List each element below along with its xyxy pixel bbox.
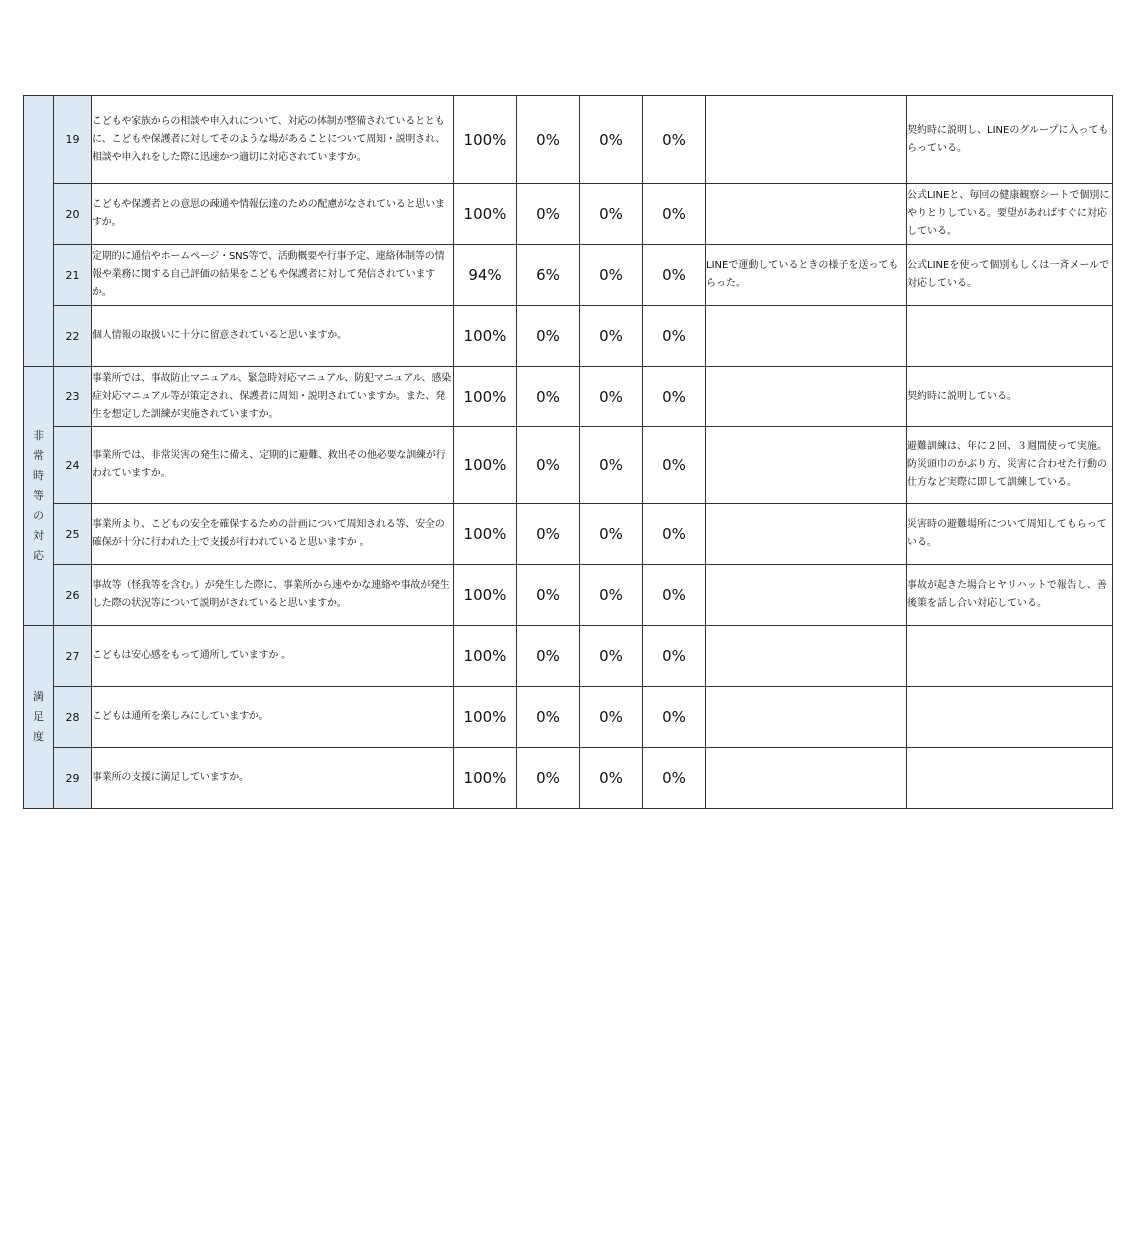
row-number: 26 [54, 565, 92, 626]
pct-unknown: 0% [580, 565, 643, 626]
question-text: 事業所の支援に満足していますか。 [92, 748, 454, 809]
question-text: こどもや家族からの相談や申入れについて、対応の体制が整備されているとともに、こどもや保護者に対してそのような場があることについて周知・説明され、相談や申入れをした際に迅速かつ適切に対応されていますか。 [92, 96, 454, 184]
pct-yes: 100% [454, 626, 517, 687]
guardian-opinion [706, 306, 907, 367]
table-row [24, 748, 1113, 809]
pct-no: 0% [517, 96, 580, 184]
pct-no-answer: 0% [643, 306, 706, 367]
row-number: 23 [54, 367, 92, 427]
table-row [24, 245, 1113, 306]
pct-no: 6% [517, 245, 580, 306]
facility-response [907, 626, 1113, 687]
question-text: 個人情報の取扱いに十分に留意されていると思いますか。 [92, 306, 454, 367]
question-text: こどもや保護者との意思の疎通や情報伝達のための配慮がなされていると思いますか。 [92, 184, 454, 245]
row-number: 22 [54, 306, 92, 367]
pct-yes: 100% [454, 504, 517, 565]
guardian-opinion [706, 565, 907, 626]
question-text: 事業所では、事故防止マニュアル、緊急時対応マニュアル、防犯マニュアル、感染症対応マニュアル等が策定され、保護者に周知・説明されていますか。また、発生を想定した訓練が実施されていますか。 [92, 367, 454, 427]
pct-yes: 100% [454, 367, 517, 427]
facility-response: 契約時に説明している。 [907, 367, 1113, 427]
pct-no-answer: 0% [643, 565, 706, 626]
pct-yes: 100% [454, 687, 517, 748]
category-satisfaction: 満足度 [24, 626, 54, 809]
facility-response: 公式LINEと、毎回の健康観察シートで個別にやりとりしている。要望があればすぐに対応している。 [907, 184, 1113, 245]
pct-no-answer: 0% [643, 626, 706, 687]
pct-no-answer: 0% [643, 504, 706, 565]
facility-response: 災害時の避難場所について周知してもらっている。 [907, 504, 1113, 565]
facility-response [907, 306, 1113, 367]
pct-no: 0% [517, 427, 580, 504]
pct-unknown: 0% [580, 184, 643, 245]
question-text: 事業所では、非常災害の発生に備え、定期的に避難、救出その他必要な訓練が行われていますか。 [92, 427, 454, 504]
pct-unknown: 0% [580, 504, 643, 565]
row-number: 28 [54, 687, 92, 748]
row-number: 25 [54, 504, 92, 565]
pct-no-answer: 0% [643, 184, 706, 245]
row-number: 21 [54, 245, 92, 306]
pct-no: 0% [517, 565, 580, 626]
facility-response: 契約時に説明し、LINEのグループに入ってもらっている。 [907, 96, 1113, 184]
question-text: 事故等（怪我等を含む。）が発生した際に、事業所から速やかな連絡や事故が発生した際の状況等について説明がされていると思いますか。 [92, 565, 454, 626]
pct-no-answer: 0% [643, 367, 706, 427]
pct-unknown: 0% [580, 367, 643, 427]
guardian-opinion [706, 367, 907, 427]
pct-no: 0% [517, 184, 580, 245]
row-number: 20 [54, 184, 92, 245]
question-text: 事業所より、こどもの安全を確保するための計画について周知される等、安全の確保が十分に行われた上で支援が行われていると思いますか 。 [92, 504, 454, 565]
row-number: 19 [54, 96, 92, 184]
guardian-opinion [706, 626, 907, 687]
table-row [24, 626, 1113, 687]
guardian-opinion: LINEで運動しているときの様子を送ってもらった。 [706, 245, 907, 306]
guardian-opinion [706, 96, 907, 184]
evaluation-table [23, 95, 1113, 809]
pct-no: 0% [517, 367, 580, 427]
guardian-opinion [706, 687, 907, 748]
pct-unknown: 0% [580, 96, 643, 184]
guardian-opinion [706, 184, 907, 245]
pct-no: 0% [517, 748, 580, 809]
facility-response [907, 748, 1113, 809]
question-text: こどもは通所を楽しみにしていますか。 [92, 687, 454, 748]
category-cell-blank [24, 96, 54, 367]
row-number: 27 [54, 626, 92, 687]
pct-no: 0% [517, 687, 580, 748]
pct-yes: 100% [454, 306, 517, 367]
row-number: 24 [54, 427, 92, 504]
guardian-opinion [706, 748, 907, 809]
row-number: 29 [54, 748, 92, 809]
question-text: 定期的に通信やホームページ・SNS等で、活動概要や行事予定、連絡体制等の情報や業務に関する自己評価の結果をこどもや保護者に対して発信されていますか。 [92, 245, 454, 306]
table-row [24, 504, 1113, 565]
table-row [24, 427, 1113, 504]
pct-unknown: 0% [580, 748, 643, 809]
pct-no-answer: 0% [643, 427, 706, 504]
pct-no-answer: 0% [643, 687, 706, 748]
pct-yes: 100% [454, 565, 517, 626]
table-row [24, 367, 1113, 427]
pct-unknown: 0% [580, 626, 643, 687]
guardian-opinion [706, 504, 907, 565]
pct-unknown: 0% [580, 306, 643, 367]
pct-yes: 100% [454, 427, 517, 504]
facility-response: 避難訓練は、年に２回、３週間使って実施。防災頭巾のかぶり方、災害に合わせた行動の仕方など実際に即して訓練している。 [907, 427, 1113, 504]
facility-response: 公式LINEを使って個別もしくは一斉メールで対応している。 [907, 245, 1113, 306]
facility-response [907, 687, 1113, 748]
table-row [24, 306, 1113, 367]
table-row [24, 687, 1113, 748]
guardian-opinion [706, 427, 907, 504]
pct-yes: 94% [454, 245, 517, 306]
pct-no-answer: 0% [643, 96, 706, 184]
pct-no-answer: 0% [643, 748, 706, 809]
question-text: こどもは安心感をもって通所していますか 。 [92, 626, 454, 687]
pct-yes: 100% [454, 748, 517, 809]
category-emergency: 非常時等の対応 [24, 367, 54, 626]
pct-yes: 100% [454, 184, 517, 245]
pct-unknown: 0% [580, 427, 643, 504]
pct-unknown: 0% [580, 245, 643, 306]
pct-no: 0% [517, 306, 580, 367]
table-row [24, 565, 1113, 626]
pct-no: 0% [517, 626, 580, 687]
pct-yes: 100% [454, 96, 517, 184]
table-row [24, 96, 1113, 184]
facility-response: 事故が起きた場合ヒヤリハットで報告し、善後策を話し合い対応している。 [907, 565, 1113, 626]
pct-no-answer: 0% [643, 245, 706, 306]
pct-unknown: 0% [580, 687, 643, 748]
table-row [24, 184, 1113, 245]
pct-no: 0% [517, 504, 580, 565]
